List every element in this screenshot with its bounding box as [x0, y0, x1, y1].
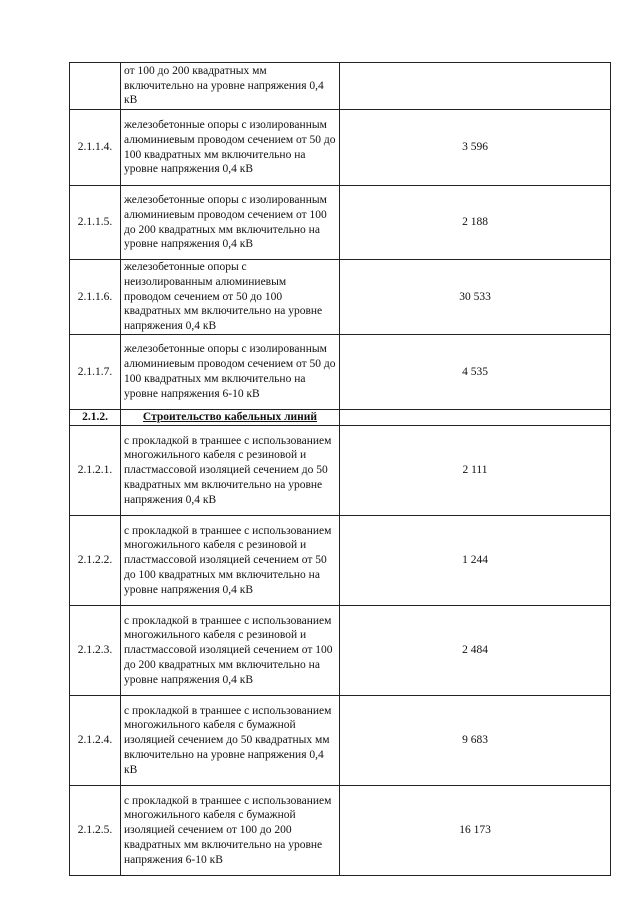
- row-value: 2 188: [340, 186, 611, 260]
- table-row: [70, 786, 611, 876]
- table-row: [70, 260, 611, 335]
- section-row: [70, 410, 611, 426]
- row-value: [340, 410, 611, 426]
- row-code: 2.1.1.7.: [70, 335, 121, 410]
- row-description: железобетонные опоры с неизолированным алюминиевым проводом сечением от 50 до 100 квадратных мм включительно на уровне напряжения 0,4 кВ: [121, 260, 340, 335]
- row-value: 1 244: [340, 516, 611, 606]
- row-value: 4 535: [340, 335, 611, 410]
- row-description: железобетонные опоры с изолированным алюминиевым проводом сечением от 100 до 200 квадратных мм включительно на уровне напряжения 0,4 кВ: [121, 186, 340, 260]
- row-description: с прокладкой в траншее с использованием многожильного кабеля с резиновой и пластмассовой изоляцией сечением от 100 до 200 квадратных мм включительно на уровне напряжения 0,4 кВ: [121, 606, 340, 696]
- row-code: 2.1.1.5.: [70, 186, 121, 260]
- row-description: железобетонные опоры с изолированным алюминиевым проводом сечением от 50 до 100 квадратных мм включительно на уровне напряжения 6-10 кВ: [121, 335, 340, 410]
- row-value: 16 173: [340, 786, 611, 876]
- row-value: 30 533: [340, 260, 611, 335]
- row-value: 9 683: [340, 696, 611, 786]
- table-row: [70, 606, 611, 696]
- section-title: Строительство кабельных линий: [121, 410, 340, 426]
- section-code: 2.1.2.: [70, 410, 121, 426]
- row-description: с прокладкой в траншее с использованием многожильного кабеля с резиновой и пластмассовой изоляцией сечением от 50 до 100 квадратных мм включительно на уровне напряжения 0,4 кВ: [121, 516, 340, 606]
- rates-table: [69, 62, 611, 876]
- row-code: 2.1.2.5.: [70, 786, 121, 876]
- row-description: с прокладкой в траншее с использованием многожильного кабеля с бумажной изоляцией сечением от 100 до 200 квадратных мм включительно на уровне напряжения 6-10 кВ: [121, 786, 340, 876]
- row-code: 2.1.1.6.: [70, 260, 121, 335]
- row-code: 2.1.1.4.: [70, 110, 121, 186]
- row-code: [70, 63, 121, 110]
- table-row: [70, 426, 611, 516]
- row-code: 2.1.2.3.: [70, 606, 121, 696]
- row-code: 2.1.2.2.: [70, 516, 121, 606]
- row-code: 2.1.2.1.: [70, 426, 121, 516]
- row-description: с прокладкой в траншее с использованием многожильного кабеля с резиновой и пластмассовой изоляцией сечением до 50 квадратных мм включительно на уровне напряжения 0,4 кВ: [121, 426, 340, 516]
- row-value: [340, 63, 611, 110]
- table-row: [70, 696, 611, 786]
- table-row: [70, 335, 611, 410]
- row-description: железобетонные опоры с изолированным алюминиевым проводом сечением от 50 до 100 квадратных мм включительно на уровне напряжения 0,4 кВ: [121, 110, 340, 186]
- table-row: [70, 186, 611, 260]
- row-value: 2 484: [340, 606, 611, 696]
- table-row: [70, 110, 611, 186]
- table-row: [70, 63, 611, 110]
- row-value: 2 111: [340, 426, 611, 516]
- table-row: [70, 516, 611, 606]
- row-description: с прокладкой в траншее с использованием многожильного кабеля с бумажной изоляцией сечением до 50 квадратных мм включительно на уровне напряжения 0,4 кВ: [121, 696, 340, 786]
- row-code: 2.1.2.4.: [70, 696, 121, 786]
- row-value: 3 596: [340, 110, 611, 186]
- row-description: от 100 до 200 квадратных мм включительно на уровне напряжения 0,4 кВ: [121, 63, 340, 110]
